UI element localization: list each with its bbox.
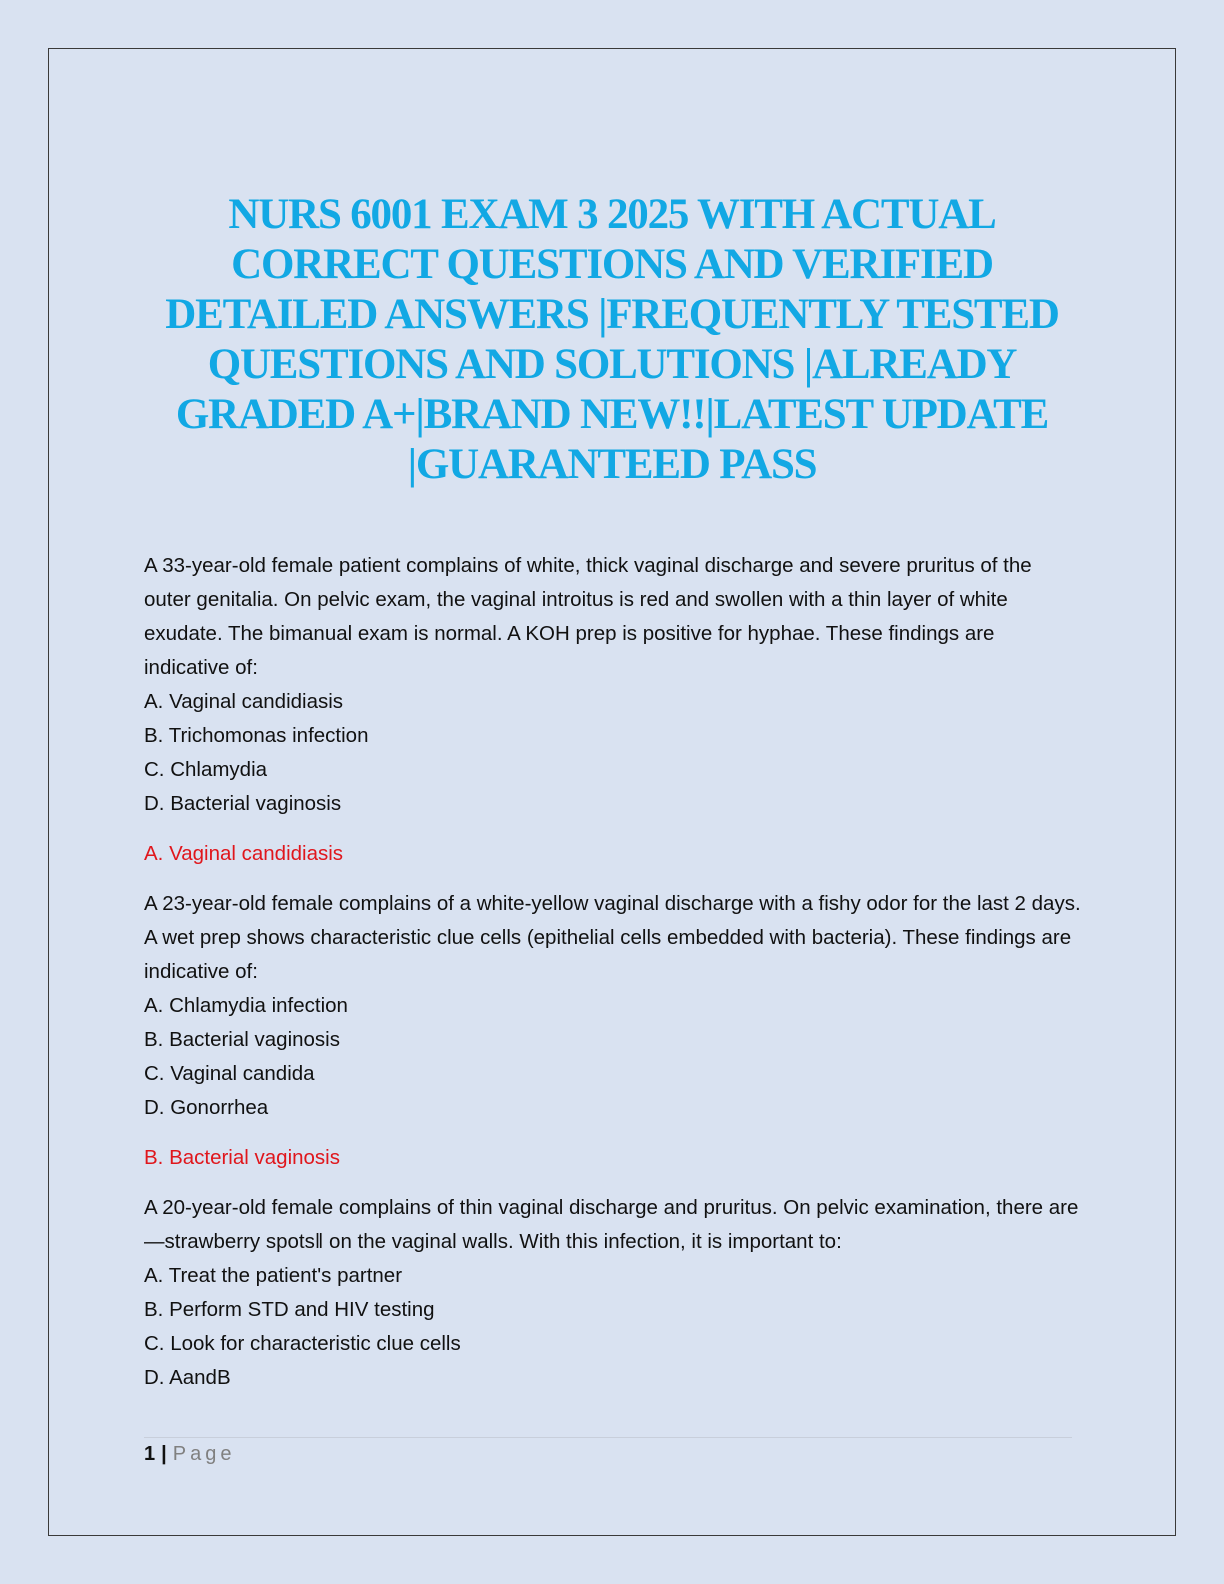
answer-options: [144, 685, 1084, 821]
option-b: B. Perform STD and HIV testing: [144, 1298, 435, 1321]
question-stem: A 20-year-old female complains of thin vaginal discharge and pruritus. On pelvic examination, there are ―strawberry spots‖ on the vaginal walls. With this infection, it is important to:: [144, 1196, 1079, 1253]
option-c: C. Chlamydia: [144, 758, 268, 781]
answer-options: [144, 989, 1084, 1125]
option-a: A. Chlamydia infection: [144, 994, 348, 1017]
footer-divider: [144, 1437, 1072, 1438]
option-d: D. AandB: [144, 1366, 231, 1389]
question-1: [144, 549, 1084, 821]
question-2: [144, 887, 1084, 1125]
option-d: D. Gonorrhea: [144, 1096, 269, 1119]
option-b: B. Bacterial vaginosis: [144, 1028, 340, 1051]
page-label: Page: [172, 1443, 236, 1465]
document-body: [144, 549, 1084, 1411]
question-stem: A 23-year-old female complains of a white-yellow vaginal discharge with a fishy odor for the last 2 days. A wet prep shows characteristic clue cells (epithelial cells embedded with bacteria). These findings are indicative of:: [144, 892, 1081, 983]
question-stem: A 33-year-old female patient complains of white, thick vaginal discharge and severe pruritus of the outer genitalia. On pelvic exam, the vaginal introitus is red and swollen with a thin layer of white exudate. The bimanual exam is normal. A KOH prep is positive for hyphae. These findings are indicative of:: [144, 554, 1032, 679]
option-a: A. Vaginal candidiasis: [144, 690, 344, 713]
question-3: [144, 1191, 1084, 1395]
option-b: B. Trichomonas infection: [144, 724, 369, 747]
footer-separator: |: [161, 1443, 167, 1465]
page-footer: [144, 1440, 235, 1468]
page-number: 1: [144, 1443, 156, 1465]
correct-answer: B. Bacterial vaginosis: [144, 1146, 340, 1169]
option-c: C. Vaginal candida: [144, 1062, 315, 1085]
correct-answer: A. Vaginal candidiasis: [144, 842, 344, 865]
option-a: A. Treat the patient's partner: [144, 1264, 403, 1287]
option-c: C. Look for characteristic clue cells: [144, 1332, 461, 1355]
answer-options: [144, 1259, 1084, 1395]
document-title: NURS 6001 EXAM 3 2025 WITH ACTUAL CORRECT QUESTIONS AND VERIFIED DETAILED ANSWERS |FREQUENTLY TESTED QUESTIONS AND SOLUTIONS |ALREADY GRADED A+|BRAND NEW!!|LATEST UPDATE |GUARANTEED PASS: [165, 191, 1059, 488]
option-d: D. Bacterial vaginosis: [144, 792, 342, 815]
